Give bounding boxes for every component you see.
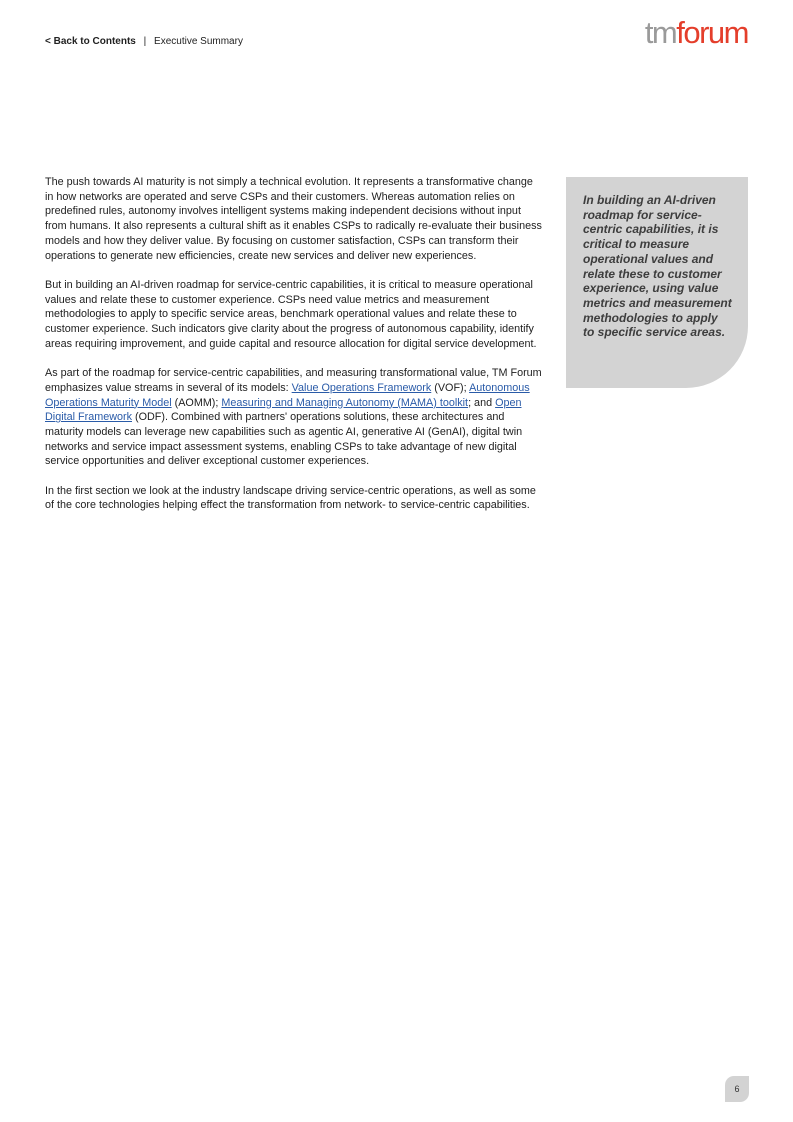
pull-quote-text: In building an AI-driven roadmap for service-centric capabilities, it is critical to measure operational values and relate these to customer experience, using value metrics and measurement methodologies to apply to specific service areas. xyxy=(583,193,732,340)
section-title: Executive Summary xyxy=(154,36,243,47)
paragraph-3-text-1: As part of the roadmap for service-centric capabilities, and measuring transformational value, TM Forum emphasizes value streams in several of its models: xyxy=(45,367,542,394)
paragraph-2: But in building an AI-driven roadmap for service-centric capabilities, it is critical to measure operational values and relate these to customer experience. CSPs need value metrics and measurement methodologies to apply to specific service areas, benchmark operational values and relate these to customer experience. Such indicators give clarity about the progress of autonomous capability, identify areas requiring improvement, and guide capital and resource allocation for digital service development. xyxy=(45,278,537,350)
breadcrumb-separator: | xyxy=(143,36,147,47)
paragraph-3-text-4: ; and xyxy=(468,396,496,409)
back-to-contents-link[interactable]: < Back to Contents xyxy=(45,36,136,47)
pull-quote-callout xyxy=(566,177,748,388)
paragraph-3-text-5: (ODF). Combined with partners' operations solutions, these architectures and maturity models can leverage new capabilities such as agentic AI, generative AI (GenAI), digital twin networks and service impact assessment systems, enabling CSPs to take advantage of new digital service opportunities and deliver exceptional customer experiences. xyxy=(45,411,523,468)
paragraph-3 xyxy=(45,366,543,469)
main-body-text xyxy=(45,175,543,528)
breadcrumb xyxy=(45,36,243,47)
logo-tm-text: tm xyxy=(644,15,677,50)
page-number-label: 6 xyxy=(734,1084,740,1094)
aomm-link[interactable]: Autonomous Operations Maturity Model xyxy=(45,381,530,409)
page-number xyxy=(725,1076,749,1102)
open-digital-framework-link[interactable]: Open Digital Framework xyxy=(45,396,522,424)
tm-forum-logo xyxy=(645,16,748,50)
mama-toolkit-link[interactable]: Measuring and Managing Autonomy (MAMA) toolkit xyxy=(221,396,469,409)
value-operations-framework-link[interactable]: Value Operations Framework xyxy=(291,381,432,394)
paragraph-3-text-3: (AOMM); xyxy=(171,396,222,409)
paragraph-1: The push towards AI maturity is not simply a technical evolution. It represents a transformative change in how networks are operated and serve CSPs and their customers. Whereas automation relies on predefined rules, autonomy involves intelligent systems making independent decisions without input from humans. It also represents a cultural shift as it enables CSPs to radically re-evaluate their business models and how they deliver value. By focusing on customer satisfaction, CSPs can transform their operations to generate new efficiencies, create new services and deliver new experiences. xyxy=(45,176,542,262)
paragraph-3-text-2: (VOF); xyxy=(431,381,470,394)
logo-forum-text: forum xyxy=(676,15,748,50)
paragraph-4: In the first section we look at the industry landscape driving service-centric operations, as well as some of the core technologies helping effect the transformation from network- to service-centric capabilities. xyxy=(45,484,536,512)
